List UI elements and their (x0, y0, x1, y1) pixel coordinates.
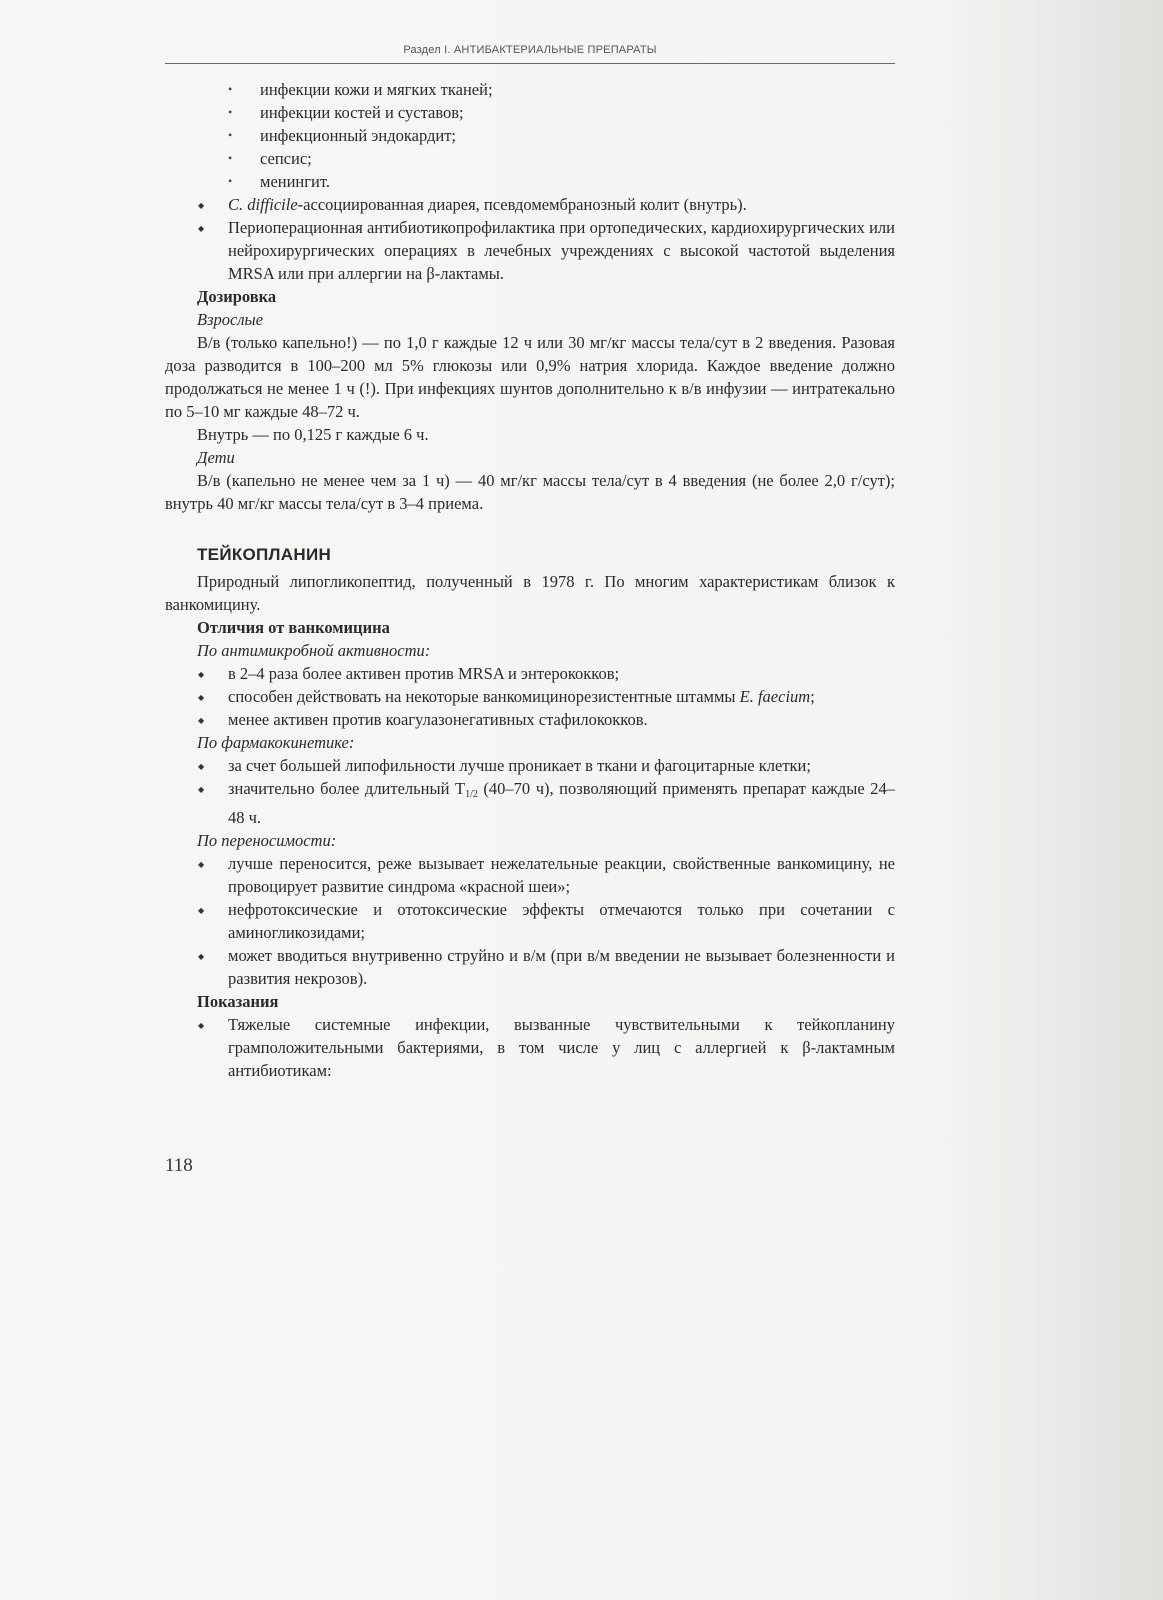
list-item: ◆ нефротоксические и ототоксические эффекты отмечаются только при сочетании с аминогликозидами; (165, 898, 895, 944)
drug-title: ТЕЙКОПЛАНИН (197, 545, 332, 564)
paragraph-intro: Природный липогликопептид, полученный в 1978 г. По многим характеристикам близок к ванкомицину. (165, 572, 895, 614)
list-item: ◆ в 2–4 раза более активен против MRSA и энтерококков; (165, 662, 895, 685)
species-name: C. difficile (228, 195, 298, 214)
list-item-cdiff (165, 193, 895, 216)
running-head: Раздел I. АНТИБАКТЕРИАЛЬНЫЕ ПРЕПАРАТЫ (403, 44, 657, 56)
list-item-prophylaxis: ◆ Периоперационная антибиотикопрофилактика при ортопедических, кардиохирургических или нейрохирургических операциях в лечебных учреждениях с высокой частотой выделения MRSA или при аллергии на β-лактамы. (165, 216, 895, 285)
subheading-adults: Взрослые (197, 310, 264, 329)
list-item-end: ; (810, 687, 815, 706)
section-heading-indications: Показания (197, 992, 279, 1011)
pharmacokinetics-list (165, 754, 895, 829)
list-item: • сепсис; (165, 147, 895, 170)
list-item: ◆ менее активен против коагулазонегативных стафилококков. (165, 708, 895, 731)
subheading-tolerability: По переносимости: (197, 831, 337, 850)
indications-list (165, 1013, 895, 1082)
infection-sublist (165, 78, 895, 193)
indication-list (165, 193, 895, 285)
header-rule (165, 63, 895, 64)
list-item (165, 777, 895, 829)
list-item (165, 685, 895, 708)
list-item: • инфекционный эндокардит; (165, 124, 895, 147)
list-item: • инфекции кожи и мягких тканей; (165, 78, 895, 101)
list-item: ◆ может вводиться внутривенно струйно и в/м (при в/м введении не вызывает болезненности и развития некрозов). (165, 944, 895, 990)
list-item: • менингит. (165, 170, 895, 193)
page-body (165, 78, 895, 1082)
list-item-text: (40–70 ч), позволяющий применять препарат каждые 24–48 ч. (228, 779, 895, 827)
species-name: E. faecium (739, 687, 811, 706)
section-heading-differences: Отличия от ванкомицина (197, 618, 390, 637)
list-item-text: -ассоциированная диарея, псевдомембранозный колит (внутрь). (297, 195, 747, 214)
list-item: ◆ лучше переносится, реже вызывает нежелательные реакции, свойственные ванкомицину, не провоцирует развитие синдрома «красной шеи»; (165, 852, 895, 898)
paragraph-children: В/в (капельно не менее чем за 1 ч) — 40 мг/кг массы тела/сут в 4 введения (не более 2,0 г/сут); внутрь 40 мг/кг массы тела/сут в 3–4 приема. (165, 471, 895, 513)
paragraph-adults-oral: Внутрь — по 0,125 г каждые 6 ч. (197, 425, 429, 444)
page-number: 118 (165, 1155, 193, 1176)
activity-list (165, 662, 895, 731)
half-life-subscript: 1/2 (465, 789, 478, 800)
subheading-activity: По антимикробной активности: (197, 641, 431, 660)
list-item: • инфекции костей и суставов; (165, 101, 895, 124)
list-item-text: значительно более длительный T (228, 779, 466, 798)
section-heading-dosing: Дозировка (197, 287, 277, 306)
list-item: ◆ Тяжелые системные инфекции, вызванные чувствительными к тейкопланину грамположительными бактериями, в том числе у лиц с аллергией к β-лактамным антибиотикам: (165, 1013, 895, 1082)
subheading-children: Дети (197, 448, 235, 467)
page-edge-shadow (935, 0, 1163, 1600)
tolerability-list (165, 852, 895, 990)
list-item-text: способен действовать на некоторые ванкомицинорезистентные штаммы (228, 687, 740, 706)
list-item: ◆ за счет большей липофильности лучше проникает в ткани и фагоцитарные клетки; (165, 754, 895, 777)
paragraph-adults-iv: В/в (только капельно!) — по 1,0 г каждые 12 ч или 30 мг/кг массы тела/сут в 2 введения. Разовая доза разводится в 100–200 мл 5% глюкозы или 0,9% натрия хлорида. Каждое введение должно продолжаться не менее 1 ч (!). При инфекциях шунтов дополнительно к в/в инфузии — интратекально по 5–10 мг каждые 48–72 ч. (165, 333, 895, 421)
subheading-pharmacokinetics: По фармакокинетике: (197, 733, 355, 752)
